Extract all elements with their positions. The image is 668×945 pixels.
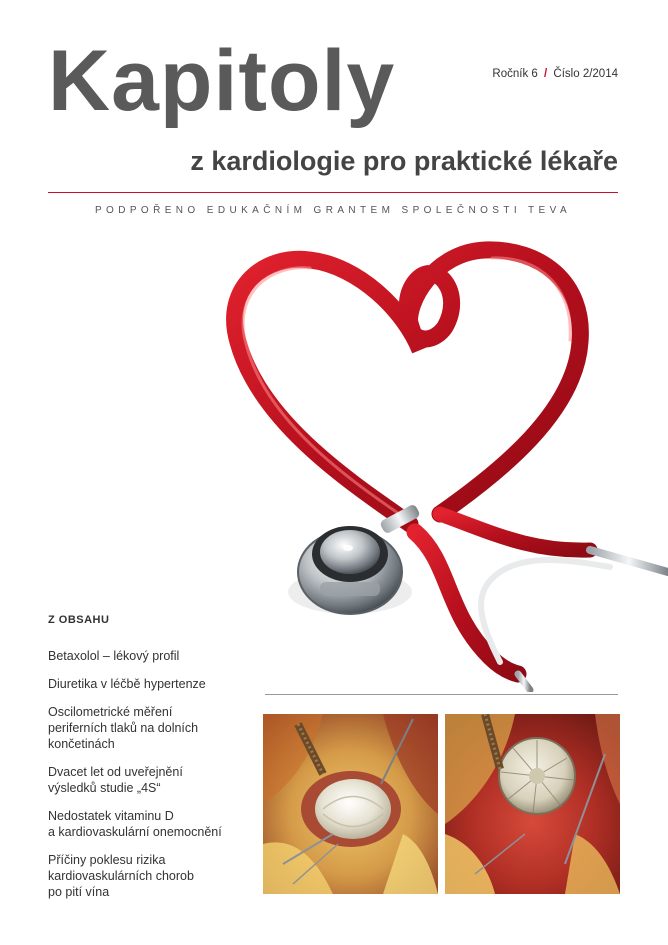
contents-item xyxy=(48,648,179,664)
contents-item-line: končetinách xyxy=(48,737,115,751)
contents-item xyxy=(48,852,194,900)
contents-item-line: výsledků studie „4S“ xyxy=(48,781,161,795)
contents-item-line: a kardiovaskulární onemocnění xyxy=(48,825,222,839)
contents-item-line: po pití vína xyxy=(48,885,110,899)
contents-item xyxy=(48,704,198,752)
contents-item-line: Diuretika v léčbě hypertenze xyxy=(48,677,206,691)
contents-item-line: Dvacet let od uveřejnění xyxy=(48,765,183,779)
issue-number: Číslo 2/2014 xyxy=(553,68,618,80)
contents-heading: Z OBSAHU xyxy=(48,614,110,626)
contents-item-line: periferních tlaků na dolních xyxy=(48,721,199,735)
contents-item-line: Příčiny poklesu rizika xyxy=(48,853,166,867)
magazine-subtitle: z kardiologie pro praktické lékaře xyxy=(190,146,618,176)
stethoscope-heart-illustration xyxy=(200,232,668,692)
issue-separator: / xyxy=(544,68,548,80)
contents-item-line: Nedostatek vitaminu D xyxy=(48,809,174,823)
contents-item xyxy=(48,764,183,796)
issue-volume: Ročník 6 xyxy=(492,68,538,80)
grant-statement: PODPOŘENO EDUKAČNÍM GRANTEM SPOLEČNOSTI TEVA xyxy=(94,205,572,216)
header-divider xyxy=(48,192,618,193)
contents-item-line: Betaxolol – lékový profil xyxy=(48,649,180,663)
magazine-title: Kapitoly xyxy=(48,33,396,129)
surgery-photo-left xyxy=(263,714,438,894)
surgery-photo-right xyxy=(445,714,620,894)
contents-item-line: Oscilometrické měření xyxy=(48,705,173,719)
contents-item xyxy=(48,676,206,692)
issue-info xyxy=(492,68,618,80)
contents-item xyxy=(48,808,222,840)
photo-divider xyxy=(265,694,618,695)
contents-item-line: kardiovaskulárních chorob xyxy=(48,869,194,883)
